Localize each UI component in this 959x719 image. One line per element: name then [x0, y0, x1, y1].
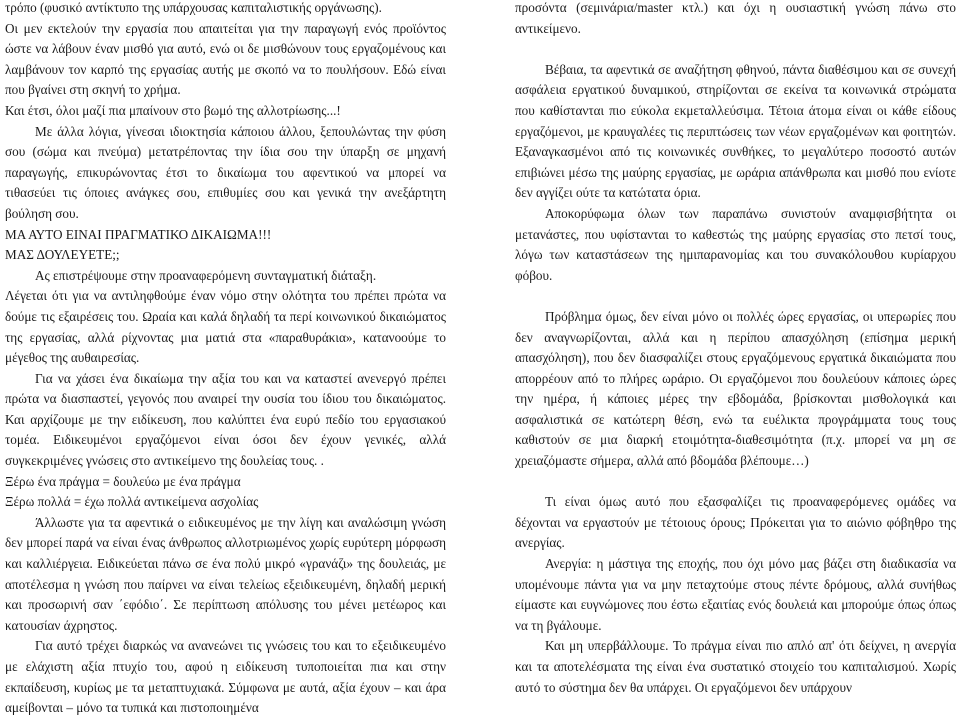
paragraph: Ανεργία: η μάστιγα της εποχής, που όχι μόνο μας βάζει στη διαδικασία να υπομένουμε πάντα για να μην πεταχτούμε στους πέντε δρόμους, αλλά συνήθως είμαστε και ευγνώμονες που έστω εξαιτίας ενός δουλειά και μπορούμε όπως όπως να τη βγάλουμε.	[515, 556, 956, 633]
paragraph: Αποκορύφωμα όλων των παραπάνω συνιστούν αναμφισβήτητα οι μετανάστες, που υφίστανται το καθεστώς της μαύρης εργασίας στο πετσί τους, λόγω των καταστάσεων της ημιπαρανομίας και του συνακόλουθου κυρίαρχου φόβου.	[515, 205, 956, 283]
paragraph: Και έτσι, όλοι μαζί πια μπαίνουν στο βωμό της αλλοτρίωσης...!	[5, 102, 341, 118]
paragraph: Βέβαια, τα αφεντικά σε αναζήτηση φθηνού, πάντα διαθέσιμου και σε συνεχή ασφάλεια εργατικού δυναμικού, στηρίζονται σε εκείνα τα κοινωνικά στρώματα που καθίστανται πιο εύκολα εκμεταλλεύσιμα. Τέτοια άτομα είναι οι κάθε είδους εργαζόμενοι, με κραυγαλέες τις περιπτώσεις των νέων εργαζομένων και φοιτητών. Εξαναγκασμένοι από τις κοινωνικές συνθήκες, το μεγαλύτερο ποσοστό αυτών επιβιώνει μέσω της μαύρης εργασίας, με ωράρια απάνθρωπα και μισθό που ενίοτε δεν αγγίζει ούτε τα κατώτατα όρια.	[515, 61, 956, 201]
paragraph: Ας επιστρέψουμε στην προαναφερόμενη συνταγματική διάταξη.	[35, 267, 377, 283]
paragraph: Ξέρω ένα πράγμα = δουλεύω με ένα πράγμα	[5, 473, 241, 489]
paragraph: Ξέρω πολλά = έχω πολλά αντικείμενα ασχολίας	[5, 494, 259, 510]
paragraph: τρόπο (φυσικό αντίκτυπο της υπάρχουσας καπιταλιστικής οργάνωσης).	[5, 0, 382, 15]
paragraph: Τι είναι όμως αυτό που εξασφαλίζει τις προαναφερόμενες ομάδες να δέχονται να εργαστούν με τέτοιους όρους; Πρόκειται για το αιώνιο φόβηθρο της ανεργίας.	[515, 494, 956, 551]
right-column	[515, 0, 956, 698]
paragraph: Με άλλα λόγια, γίνεσαι ιδιοκτησία κάποιου άλλου, ξεπουλώντας την φύση σου (σώμα και πνεύμα) μετατρέποντας την ίδια σου την ύπαρξη σε μηχανή παραγωγής, επικυρώνοντας έτσι το δικαίωμα του αφεντικού να μπορεί να τιθασεύει τις όποιες ανάγκες σου, επιθυμίες σου και γενικά την ανεξάρτητη βούληση σου.	[5, 123, 446, 221]
paragraph: Οι μεν εκτελούν την εργασία που απαιτείται για την παραγωγή ενός προϊόντος ώστε να λάβουν έναν μισθό για αυτό, ενώ οι δε μισθώνουν τους εργαζομένους και λαμβάνουν τον καρπό της εργασίας αυτής με σκοπό να το πουλήσουν. Εδώ είναι που βγαίνει στη σκηνή το χρήμα.	[5, 20, 446, 98]
paragraph: ΜΑΣ ΔΟΥΛΕΥΕΤΕ;;	[5, 247, 120, 263]
paragraph: Και μη υπερβάλλουμε. Το πράγμα είναι πιο απλό απ' ότι δείχνει, η ανεργία και τα αποτελέσματα της είναι ένα συστατικό στοιχείο του καπιταλισμού. Χωρίς αυτό το σύστημα δεν θα υπάρχει. Οι εργαζόμενοι δεν υπάρχουν	[515, 638, 956, 695]
paragraph-gap	[515, 39, 956, 60]
left-column	[5, 0, 446, 719]
paragraph-gap	[515, 286, 956, 307]
paragraph: προσόντα (σεμινάρια/master κτλ.) και όχι η ουσιαστική γνώση πάνω στο αντικείμενο.	[515, 0, 956, 36]
paragraph: Για αυτό τρέχει διαρκώς να ανανεώνει τις γνώσεις του και το εξειδικευμένο με ελάχιστη αξία πτυχίο του, αφού η ειδίκευση τυποποιείται πια και στην εκπαίδευση, κυρίως με τα μεταπτυχιακά. Σύμφωνα με αυτά, αξία έχουν – και άρα αμείβονται – μόνο τα τυπικά και πιστοποιημένα	[5, 638, 446, 716]
paragraph: Πρόβλημα όμως, δεν είναι μόνο οι πολλές ώρες εργασίας, οι υπερωρίες που δεν αναγνωρίζονται, αλλά και η περίπου απασχόληση (επίσημα μερική απασχόληση), που δεν διασφαλίζει στους εργαζόμενους εργατικά δικαιώματα που απορρέουν από το πλήρες ωράριο. Οι εργαζόμενοι που δουλεύουν κάποιες ώρες την ημέρα, ή κάποιες μέρες την εβδομάδα, βρίσκονται μισθολογικά και ασφαλιστικά σε κατώτερη θέση, ενώ τα ευέλικτα προγράμματα τους τους καθιστούν σε μια διαρκή ετοιμότητα-διαθεσιμότητα (π.χ. μπορεί να μη σε χρειαζόμαστε σήμερα, αλλά από βδομάδα βλέπουμε…)	[515, 308, 956, 469]
paragraph: Άλλωστε για τα αφεντικά ο ειδικευμένος με την λίγη και αναλώσιμη γνώση δεν μπορεί παρά να είναι ένας άνθρωπος αλλοτριωμένος χωρίς ευρύτερη μόρφωση και καλλιέργεια. Ειδικεύεται πάνω σε ένα πολύ μικρό «γρανάζι» της δουλειάς, με αποτέλεσμα η γνώση που παίρνει να είναι τελείως εξειδικευμένη, δηλαδή μερική και προσωρινή σαν ΄εφόδιο΄. Σε περίπτωση απόλυσης του μένει μετέωρος και κατουσίαν άχρηστος.	[5, 514, 446, 633]
paragraph: Για να χάσει ένα δικαίωμα την αξία του και να καταστεί ανενεργό πρέπει πρώτα να διασπαστεί, γεγονός που αναιρεί την ουσία του ίδιου του δικαιώματος. Και αρχίζουμε με την ειδίκευση, που καλύπτει ένα ευρύ πεδίο του εργασιακού τομέα. Ειδικευμένοι εργαζόμενοι είναι όσοι δεν έχουν γενικές, αλλά συγκεκριμένες γνώσεις στο αντικείμενο της δουλείας τους. .	[5, 370, 446, 469]
paragraph: Λέγεται ότι για να αντιληφθούμε έναν νόμο στην ολότητα του πρέπει πρώτα να δούμε τις εξαιρέσεις του. Ωραία και καλά δηλαδή τα περί κοινωνικού δικαιώματος της εργασίας, αλλά ρίχνοντας μια ματιά στα «παραθυράκια», κατανοούμε το μέγεθος της αυθαιρεσίας.	[5, 288, 446, 366]
paragraph-gap	[515, 472, 956, 493]
paragraph: ΜΑ ΑΥΤΟ ΕΙΝΑΙ ΠΡΑΓΜΑΤΙΚΟ ΔΙΚΑΙΩΜΑ!!!	[5, 226, 272, 242]
